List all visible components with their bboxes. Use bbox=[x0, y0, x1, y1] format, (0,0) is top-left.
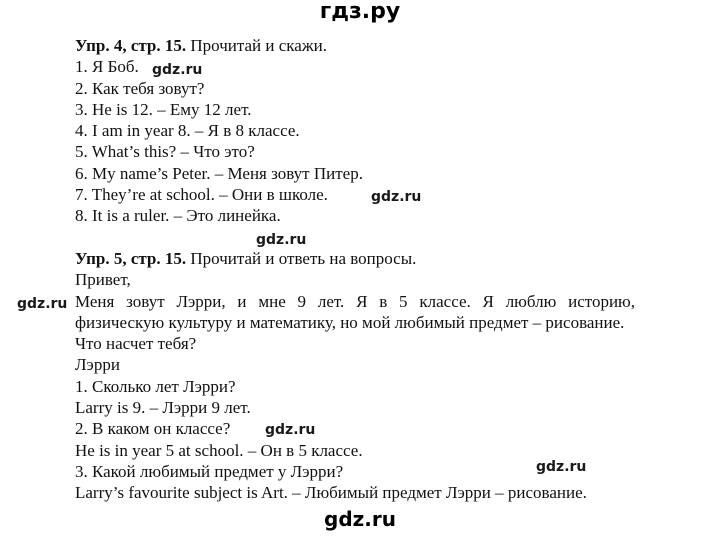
letter-closing-question: Что насчет тебя? bbox=[75, 334, 197, 354]
exercise-4-instruction: Прочитай и скажи. bbox=[186, 36, 327, 55]
question-line: 2. В каком он классе? bbox=[75, 419, 231, 439]
answer-line: Larry is 9. – Лэрри 9 лет. bbox=[75, 398, 251, 418]
letter-greeting: Привет, bbox=[75, 270, 131, 290]
answer-line: He is in year 5 at school. – Он в 5 классе. bbox=[75, 440, 363, 460]
watermark: gdz.ru bbox=[371, 189, 422, 205]
exercise-4-line: 6. My name’s Peter. – Меня зовут Питер. bbox=[75, 163, 363, 183]
question-line: 1. Сколько лет Лэрри? bbox=[75, 376, 236, 396]
letter-paragraph-line: Меня зовут Лэрри, и мне 9 лет. Я в 5 классе. Я люблю историю, bbox=[75, 291, 635, 311]
watermark: gdz.ru bbox=[152, 62, 203, 78]
exercise-4-line: 3. He is 12. – Ему 12 лет. bbox=[75, 99, 252, 119]
exercise-page bbox=[75, 35, 635, 504]
exercise-4-line: 4. I am in year 8. – Я в 8 классе. bbox=[75, 121, 300, 141]
spacer bbox=[75, 227, 635, 248]
watermark: gdz.ru bbox=[265, 422, 316, 438]
exercise-5-instruction: Прочитай и ответь на вопросы. bbox=[186, 248, 417, 268]
exercise-4-number: Упр. 4, стр. 15. bbox=[75, 36, 187, 55]
letter-paragraph-line: физическую культуру и математику, но мой любимый предмет – рисование. bbox=[75, 312, 625, 332]
exercise-4-line: 2. Как тебя зовут? bbox=[75, 78, 205, 98]
exercise-4-line: 5. What’s this? – Что это? bbox=[75, 142, 255, 162]
watermark: gdz.ru bbox=[17, 296, 68, 312]
exercise-4-line: 7. They’re at school. – Они в школе. bbox=[75, 185, 328, 205]
letter-signature: Лэрри bbox=[75, 355, 120, 375]
watermark: gdz.ru bbox=[536, 459, 587, 475]
answer-line: Larry’s favourite subject is Art. – Любимый предмет Лэрри – рисование. bbox=[75, 483, 587, 503]
exercise-4-line: 1. Я Боб. bbox=[75, 57, 139, 77]
exercise-4-heading bbox=[75, 35, 635, 56]
exercise-5-number: Упр. 5, стр. 15. bbox=[75, 248, 187, 268]
footer-watermark: gdz.ru bbox=[324, 507, 396, 531]
watermark: gdz.ru bbox=[256, 232, 307, 248]
exercise-4-line: 8. It is a ruler. – Это линейка. bbox=[75, 206, 281, 226]
question-line: 3. Какой любимый предмет у Лэрри? bbox=[75, 461, 344, 481]
exercise-5-heading bbox=[75, 248, 635, 269]
site-header: гдз.ру bbox=[319, 0, 401, 24]
